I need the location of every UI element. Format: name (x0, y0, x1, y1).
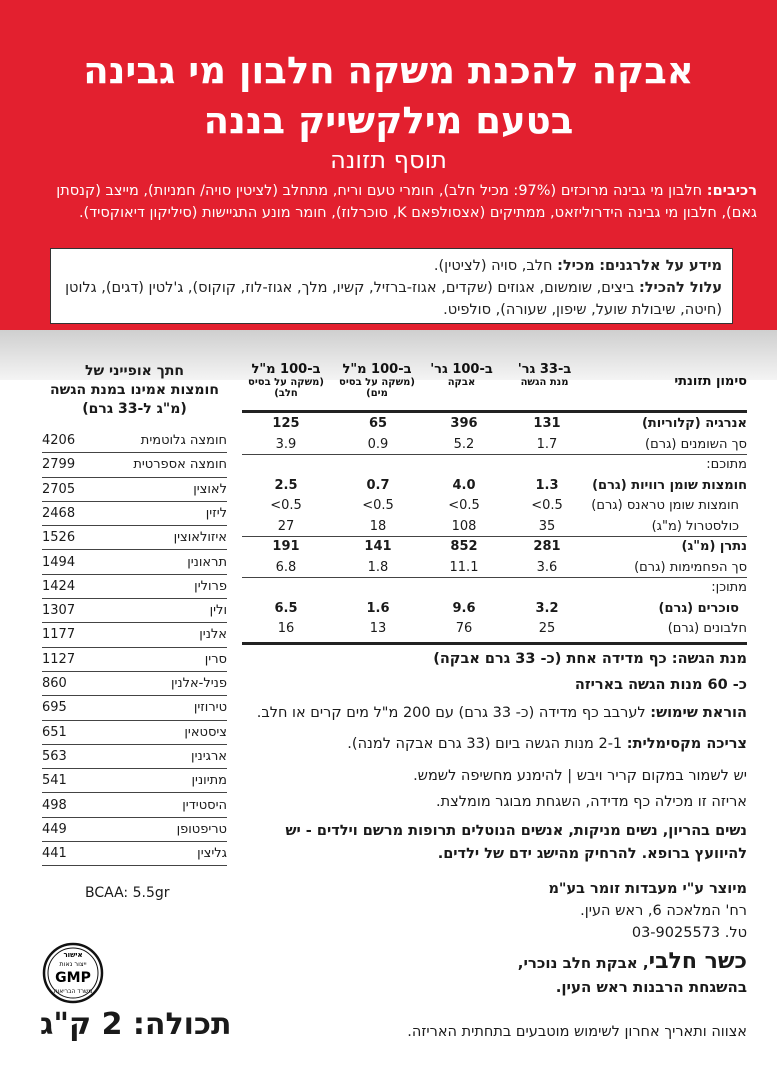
nutrition-value: 396 (450, 416, 478, 431)
product-subtitle: תוסף תזונה (330, 146, 447, 174)
nutrition-label: אנרגיה (קלוריות) (641, 416, 747, 431)
allergen-contains-text: חלב, סויה (לציטין). (433, 258, 553, 274)
nutrition-value: 0.5> (448, 498, 480, 513)
nutrition-col-4 (243, 362, 329, 408)
nutrition-value: 191 (272, 539, 300, 554)
warning-line1: נשים בהריון, נשים מניקות, אנשים הנוטלים תרופות מרשם וילדים - יש (285, 823, 747, 839)
nutrition-label: סך השומנים (גרם) (645, 436, 747, 452)
amino-row (42, 551, 227, 575)
amino-name: איזולאוצין (173, 530, 227, 546)
nutrition-value: 0.5> (362, 498, 394, 513)
amino-name: חומצה אספרטית (133, 457, 227, 473)
amino-value: 860 (42, 676, 67, 691)
header-banner (0, 0, 777, 330)
manufacturer-address: רח' המלאכה 6, ראש העין. (580, 903, 747, 919)
usage-instructions (257, 702, 747, 724)
amino-value: 1177 (42, 627, 76, 643)
nutrition-value: 0.5> (270, 498, 302, 513)
nutrition-value: 131 (533, 416, 561, 431)
amino-row (42, 623, 227, 647)
amino-row (42, 696, 227, 720)
header-rule (242, 410, 747, 413)
amino-row (42, 599, 227, 623)
amino-row (42, 453, 227, 477)
kosher-rest: , אבקת חלב נוכרי, (517, 954, 649, 972)
amino-name: תראונין (187, 554, 227, 570)
nutrition-col-3 (337, 362, 417, 408)
spoon-note: אריזה זו מכילה כף מדידה, השגחת מבוגר מומלצת. (436, 794, 747, 810)
bcaa-total: BCAA: 5.5gr (85, 885, 170, 901)
amino-name: ולין (209, 603, 227, 619)
amino-title (42, 362, 227, 419)
nutrition-value: 3.9 (275, 436, 297, 452)
amino-row (42, 648, 227, 672)
amino-value: 2705 (42, 481, 76, 497)
kosher-line1 (518, 950, 747, 975)
nutrition-value: 141 (364, 539, 392, 554)
nutrition-col-2 (424, 362, 499, 408)
nutrition-value: 3.6 (536, 559, 558, 575)
amino-row (42, 526, 227, 550)
nutrition-value: 852 (450, 539, 478, 554)
amino-name: אלנין (199, 627, 227, 643)
bottom-rule (242, 642, 747, 645)
amino-value: 1494 (42, 554, 76, 570)
kosher-statement (518, 950, 747, 999)
amino-value: 563 (42, 748, 67, 764)
nutrition-value: 35 (538, 518, 556, 534)
nutrition-value: 1.3 (535, 477, 559, 493)
nutrition-label: מתוכן: (711, 580, 747, 595)
gmp-mid: ייצור נאות (59, 960, 87, 968)
nutrition-label: כולסטרול (מ"ג) (651, 518, 739, 534)
ingredients-body: חלבון מי גבינה מרוכזים (97%: מכיל חלב), חומרי טעם וריח, מתחלב (לציטין סויה/ חמניות), מייצב (קנסתן גאם), חלבון מי גבינה הידרוליזאט, ממתיקים (אצסולפאם K, סוכרלוז), חומר מונע התגיישות (סיליקון דיאוקסיד). (56, 183, 757, 221)
nutrition-value: 0.9 (367, 436, 389, 452)
col-sub: (משקה על בסיס חלב) (248, 377, 324, 399)
allergen-may-text: ביצים, שומשום, אגוזים (שקדים, אגוז-ברזיל, קשיו, מלך, אגוז-לוז, קוקוס), ג'לטין (דגים), גלוטן (חיטה, שיבולת שועל, שיפון, שעורה), סולפיט. (65, 280, 722, 318)
nutrition-label: חלבונים (גרם) (667, 621, 747, 636)
manufacturer-phone: טל. 03-9025573 (631, 925, 747, 941)
amino-row (42, 721, 227, 745)
col-sub: אבקה (447, 377, 476, 388)
amino-row (42, 818, 227, 842)
amino-value: 1307 (42, 603, 76, 619)
amino-title-line2: חומצות אמינו במנת הגשה (50, 382, 219, 398)
max-intake (347, 733, 747, 755)
nutrition-value: 5.2 (453, 436, 475, 452)
amino-row (42, 672, 227, 696)
amino-value: 441 (42, 846, 67, 862)
nutrition-value: 108 (451, 518, 477, 534)
nutrition-value: 18 (369, 518, 387, 534)
col-title: ב-33 גר' (517, 362, 572, 377)
nutrition-label: סך הפחמימות (גרם) (634, 559, 747, 575)
allergen-title: מידע על אלרגנים: (599, 258, 722, 274)
nutrition-value: 4.0 (452, 477, 476, 493)
ingredients-label: רכיבים: (706, 183, 757, 199)
amino-value: 1127 (42, 651, 76, 667)
amino-title-line3: (מ"ג ל-33 גרם) (82, 401, 187, 417)
kosher-line2: בהשגחת הרבנות ראש העין. (555, 978, 747, 996)
warning-line2: להיוועץ ברופא. להרחיק מהישג ידם של ילדים. (437, 846, 747, 862)
gmp-logo: GMP (55, 970, 91, 986)
amino-value: 498 (42, 797, 67, 813)
nutrition-value: 9.6 (452, 600, 476, 616)
amino-name: פרולין (194, 578, 227, 594)
gmp-seal-icon (42, 942, 104, 1004)
col-title: ב-100 מ"ל (342, 362, 412, 377)
allergen-contains-label: מכיל: (557, 258, 595, 274)
nutrition-header-label: סימון תזונתי (674, 374, 747, 389)
nutrition-row (242, 414, 747, 433)
amino-name: חומצה גלוטמית (140, 433, 227, 448)
amino-row (42, 745, 227, 769)
allergen-may-label: עלול להכיל: (638, 280, 722, 296)
amino-name: גליצין (197, 846, 227, 862)
amino-table (42, 362, 227, 862)
nutrition-row (242, 496, 747, 515)
nutrition-row (242, 578, 747, 597)
gmp-top: אישור (63, 951, 83, 959)
amino-title-line1: חתך אופייני של (84, 363, 185, 379)
nutrition-value: 13 (369, 621, 387, 636)
nutrition-row (242, 537, 747, 556)
serving-size: מנת הגשה: כף מדידה אחת (כ- 33 גרם אבקה) (433, 651, 747, 667)
amino-value: 2799 (42, 457, 76, 473)
nutrition-col-1 (507, 362, 582, 408)
net-weight: תכולה: 2 ק"ג (40, 1007, 232, 1042)
allergen-may-contain (61, 277, 722, 321)
batch-note: אצווה ותאריך אחרון לשימוש מוטבעים בתחתית האריזה. (407, 1024, 747, 1040)
nutrition-value: 76 (455, 621, 473, 636)
amino-row (42, 842, 227, 866)
nutrition-row (242, 455, 747, 474)
nutrition-value: 25 (538, 621, 556, 636)
amino-row (42, 794, 227, 818)
amino-value: 1424 (42, 578, 76, 594)
amino-name: ארגינין (191, 748, 227, 764)
allergen-contains (61, 255, 722, 277)
nutrition-row (242, 599, 747, 618)
nutrition-value: 16 (277, 621, 295, 636)
nutrition-value: 27 (277, 518, 295, 534)
nutrition-label: סוכרים (גרם) (658, 600, 739, 616)
nutrition-value: 11.1 (449, 559, 479, 575)
storage-instructions: יש לשמור במקום קריר ויבש | להימנע מחשיפה לשמש. (413, 768, 747, 784)
nutrition-value: 6.5 (274, 600, 298, 616)
amino-row (42, 478, 227, 502)
amino-value: 449 (42, 821, 67, 837)
nutrition-label: חומצות שומן טראנס (גרם) (591, 498, 739, 513)
amino-row (42, 429, 227, 453)
nutrition-value: 281 (533, 539, 561, 554)
amino-value: 4206 (42, 433, 76, 448)
amino-name: ציסטאין (184, 724, 227, 740)
amino-name: טירוזין (193, 700, 227, 716)
nutrition-label: מתוכם: (706, 457, 747, 472)
amino-value: 541 (42, 773, 67, 789)
kosher-big: כשר חלבי (648, 949, 747, 974)
amino-value: 2468 (42, 505, 76, 521)
amino-name: טריפטופן (176, 821, 227, 837)
nutrition-value: 125 (272, 416, 300, 431)
nutrition-label: נתרן (מ"ג) (681, 539, 747, 554)
nutrition-row (242, 619, 747, 638)
amino-name: פניל-אלנין (170, 676, 227, 691)
amino-value: 651 (42, 724, 67, 740)
usage-text: לערבב כף מדידה (כ- 33 גרם) עם 200 מ"ל מים קרים או חלב. (256, 705, 646, 721)
ingredients-text (17, 180, 757, 224)
nutrition-value: 1.7 (536, 436, 558, 452)
nutrition-value: 1.8 (367, 559, 389, 575)
max-label: צריכה מקסימלית: (626, 736, 747, 752)
nutrition-value: 0.5> (531, 498, 563, 513)
manufacturer: מיוצר ע"י מעבדות זומר בע"מ (548, 881, 747, 897)
nutrition-value: 0.7 (366, 477, 390, 493)
col-title: ב-100 מ"ל (251, 362, 321, 377)
amino-row (42, 769, 227, 793)
nutrition-value: 1.6 (366, 600, 390, 616)
gmp-bottom: משרד הבריאות (53, 988, 93, 995)
servings-per-pack: כ- 60 מנות הגשה באריזה (574, 677, 747, 693)
nutrition-row (242, 517, 747, 536)
nutrition-value: 2.5 (274, 477, 298, 493)
nutrition-row (242, 435, 747, 454)
amino-name: היסטידין (182, 797, 227, 813)
nutrition-row (242, 558, 747, 577)
amino-name: ליזין (205, 505, 227, 521)
col-title: ב-100 גר' (430, 362, 493, 377)
amino-value: 695 (42, 700, 67, 716)
nutrition-row (242, 476, 747, 495)
col-sub: מנת הגשה (520, 377, 569, 388)
col-sub: (משקה על בסיס מים) (339, 377, 415, 399)
amino-row (42, 502, 227, 526)
nutrition-value: 3.2 (535, 600, 559, 616)
amino-row (42, 575, 227, 599)
allergen-box (50, 248, 733, 324)
product-title-line2: בטעם מילקשייק בננה (203, 99, 574, 142)
amino-name: סרין (204, 651, 227, 667)
nutrition-value: 6.8 (275, 559, 297, 575)
product-title-line1: אבקה להכנת משקה חלבון מי גבינה (83, 49, 694, 92)
usage-label: הוראת שימוש: (650, 705, 747, 721)
amino-name: מתיונין (191, 773, 227, 789)
nutrition-label: חומצות שומן רוויות (גרם) (592, 477, 747, 493)
amino-name: לאוצין (193, 481, 227, 497)
nutrition-value: 65 (368, 416, 388, 431)
amino-value: 1526 (42, 530, 76, 546)
max-text: 2-1 מנות הגשה ביום (33 גרם אבקה למנה). (347, 736, 623, 752)
